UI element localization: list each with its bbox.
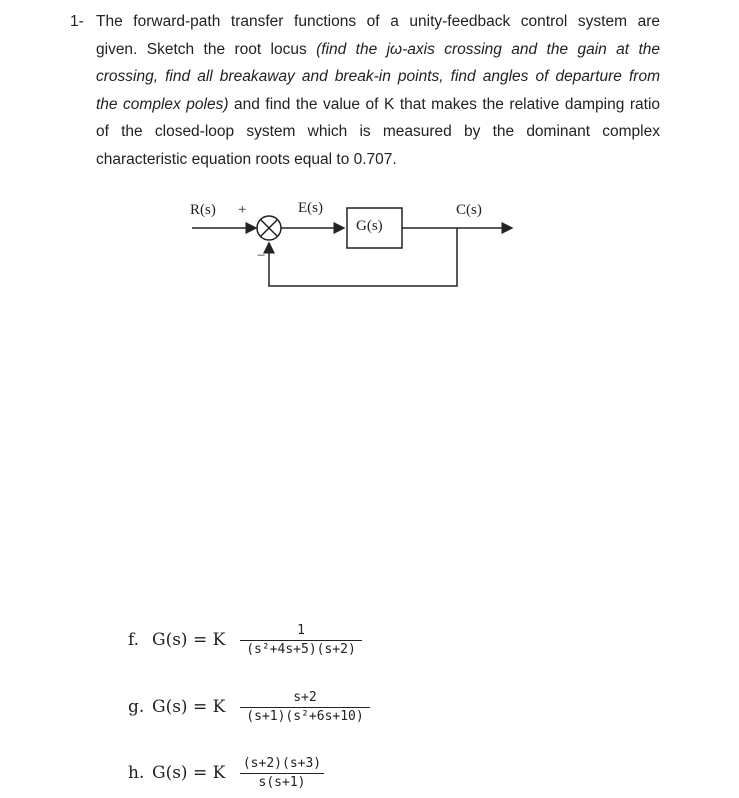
problem-line-4 — [96, 91, 660, 119]
problem-line-6: characteristic equation roots equal to 0.707. — [96, 150, 397, 168]
equation-h-numerator: (s+2)(s+3) — [242, 756, 322, 771]
block-label: G(s) — [356, 218, 383, 234]
problem-line-4b: and find the value of K that makes the relative damping ratio — [228, 95, 661, 113]
problem-line-5: of the closed-loop system which is measured by the dominant complex — [96, 123, 660, 140]
problem-statement — [70, 8, 660, 173]
equation-f-fraction — [240, 622, 362, 659]
minus-sign: − — [257, 248, 266, 264]
plus-sign: + — [238, 202, 247, 218]
problem-line-2 — [96, 36, 660, 64]
block-diagram — [180, 196, 530, 296]
equation-g-denominator: (s+1)(s²+6s+10) — [246, 709, 364, 724]
output-label: C(s) — [456, 202, 482, 218]
equation-f-letter: f. — [128, 630, 140, 650]
equation-h-lhs: G(s) = K — [152, 763, 226, 783]
equation-g-letter: g. — [128, 697, 145, 717]
problem-line-3-text: crossing, find all breakaway and break-in points, find angles of departure from — [96, 68, 660, 85]
equation-g-numerator: s+2 — [293, 690, 317, 705]
problem-text — [96, 8, 660, 173]
error-label: E(s) — [298, 200, 323, 216]
equation-h-fraction — [240, 755, 324, 792]
summing-junction — [257, 216, 281, 240]
equation-f-denominator: (s²+4s+5)(s+2) — [246, 642, 356, 657]
problem-line-4a: the complex poles) — [96, 95, 229, 113]
problem-line-3 — [96, 63, 660, 91]
equation-g-lhs: G(s) = K — [152, 697, 226, 717]
problem-line-2b: (find the jω-axis crossing and the gain at the — [316, 40, 661, 58]
problem-number: 1- — [70, 13, 84, 30]
input-label: R(s) — [190, 202, 216, 218]
equation-h-denominator: s(s+1) — [258, 775, 306, 790]
problem-line-2a: given. Sketch the root locus — [96, 40, 317, 58]
equation-f-lhs: G(s) = K — [152, 630, 226, 650]
problem-line-1: The forward-path transfer functions of a unity-feedback control system are — [96, 13, 660, 30]
equation-g-fraction — [240, 689, 370, 726]
equation-h-letter: h. — [128, 763, 145, 783]
equation-f-numerator: 1 — [297, 623, 305, 638]
